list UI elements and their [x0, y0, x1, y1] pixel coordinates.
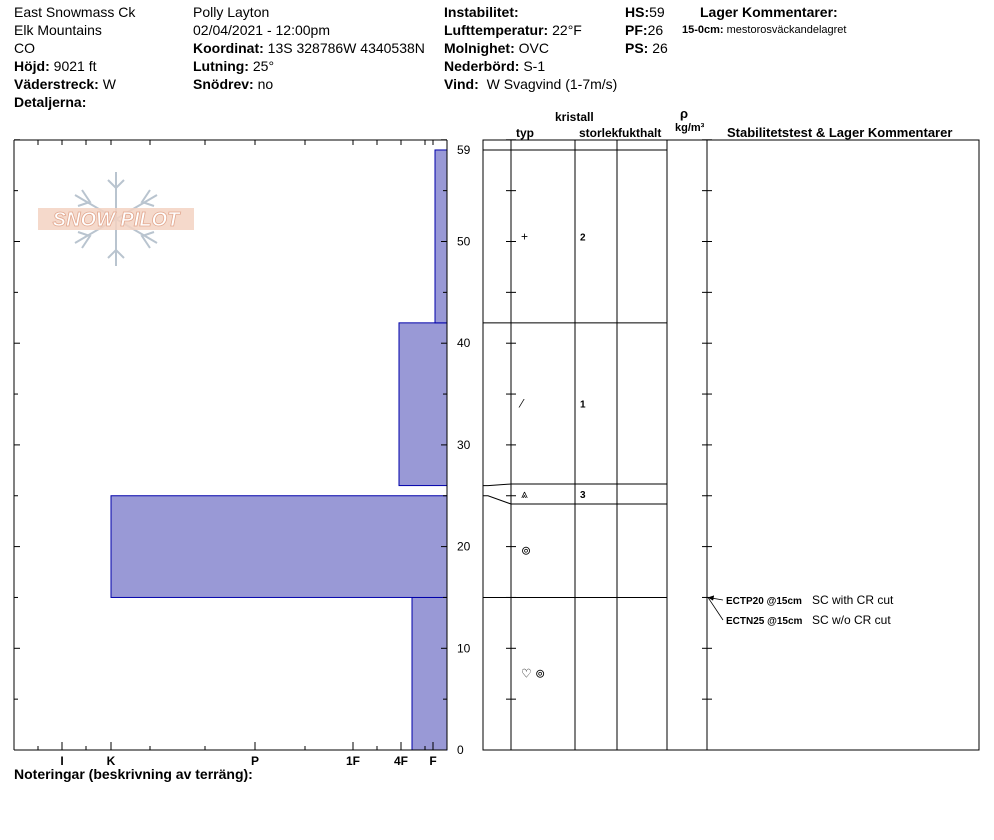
hardness-tick-label: 4F — [393, 754, 409, 768]
hs-value: 59 — [649, 4, 665, 20]
hardness-tick-label: 1F — [345, 754, 361, 768]
grain-type-symbol-facets-rounding: ♡ ⊚ — [521, 666, 546, 681]
wind-value: W Svagvind (1-7m/s) — [486, 76, 618, 92]
hardness-bar-3 — [399, 323, 447, 486]
details-label: Detaljerna: — [14, 94, 87, 110]
crystal-header: kristall — [555, 110, 594, 124]
instability-label: Instabilitet: — [444, 4, 519, 20]
grain-size-3: 1 — [580, 399, 586, 411]
air-temp-label: Lufttemperatur: — [444, 22, 549, 38]
profile-grid — [14, 140, 979, 750]
coordinate-value: 13S 328786W 4340538N — [267, 40, 425, 56]
notes-label: Noteringar (beskrivning av terräng): — [14, 766, 253, 782]
stability-test-comment-1: SC w/o CR cut — [812, 613, 891, 627]
aspect-label: Väderstreck: — [14, 76, 99, 92]
coordinate-label: Koordinat: — [193, 40, 264, 56]
size-header: storlek — [579, 126, 619, 140]
drift-value: no — [257, 76, 274, 92]
hardness-tick-label: K — [106, 754, 116, 768]
layer-comment-text: mestorosväckandelagret — [726, 24, 847, 36]
aspect-value: W — [102, 76, 116, 92]
type-header: typ — [516, 126, 534, 140]
layer-comment-depth: 15-0cm: — [682, 24, 724, 36]
grain-type-symbol-new-snow: + — [521, 229, 529, 244]
stability-test-code-0: ECTP20 @15cm — [726, 596, 802, 607]
stability-tests — [708, 593, 894, 627]
test-arrow-1 — [708, 595, 714, 600]
slope-label: Lutning: — [193, 58, 249, 74]
y-tick-label: 40 — [457, 336, 471, 351]
stability-test-code-1: ECTN25 @15cm — [726, 616, 803, 627]
hardness-tick-label: F — [429, 754, 437, 768]
moisture-header: fukthalt — [618, 126, 662, 140]
grain-type-symbol-rounds: ⊚ — [521, 543, 532, 558]
y-tick-label: 0 — [457, 743, 464, 757]
hardness-tick-label: I — [60, 754, 64, 768]
y-tick-label: 30 — [457, 437, 471, 452]
pf-label: PF: — [625, 22, 648, 38]
cloud-value: OVC — [518, 40, 549, 56]
stability-header: Stabilitetstest & Lager Kommentarer — [727, 125, 953, 140]
ps-value: 26 — [652, 40, 668, 56]
observer: Polly Layton — [193, 4, 270, 20]
datetime: 02/04/2021 - 12:00pm — [193, 22, 330, 38]
logo-text: SNOW PILOT — [52, 209, 180, 231]
y-tick-label: 20 — [457, 539, 471, 554]
elevation-value: 9021 ft — [53, 58, 97, 74]
elevation-label: Höjd: — [14, 58, 50, 74]
layer-table — [518, 229, 586, 680]
slope-value: 25° — [252, 58, 275, 74]
hardness-bar-4 — [435, 150, 447, 323]
ps-label: PS: — [625, 40, 649, 56]
precip-value: S-1 — [523, 58, 546, 74]
grain-type-symbol-surface-hoar: ⩓ — [521, 487, 528, 501]
hardness-bar-0 — [412, 597, 447, 750]
hardness-bars — [111, 150, 447, 750]
hardness-tick-label: P — [250, 754, 260, 768]
mountain-range: Elk Mountains — [14, 22, 102, 38]
grain-type-symbol-decomposing: ⁄ — [521, 396, 524, 411]
stability-test-comment-0: SC with CR cut — [812, 593, 894, 607]
layer-connector-26 — [483, 484, 511, 486]
hs-label: HS: — [625, 4, 650, 20]
grain-size-4: 2 — [580, 232, 586, 244]
grain-size-2: 3 — [580, 490, 586, 501]
layer-comments-title: Lager Kommentarer: — [700, 4, 838, 20]
density-unit-header: kg/m³ — [675, 122, 705, 134]
layer-connector-25 — [483, 496, 511, 504]
location-name: East Snowmass Ck — [14, 4, 136, 20]
air-temp-value: 22°F — [552, 22, 582, 38]
hardness-bar-1 — [111, 496, 447, 598]
table-frame — [483, 140, 979, 750]
y-tick-label: 10 — [457, 641, 471, 656]
cloud-label: Molnighet: — [444, 40, 515, 56]
pf-value: 26 — [647, 22, 664, 38]
y-tick-label: 59 — [457, 142, 471, 157]
y-tick-label: 50 — [457, 234, 471, 249]
precip-label: Nederbörd: — [444, 58, 520, 74]
test-pointer-1 — [708, 597, 723, 620]
wind-label: Vind: — [444, 76, 479, 92]
state: CO — [14, 40, 35, 56]
density-rho-header: ρ — [680, 106, 689, 121]
axis-ticks — [14, 140, 712, 750]
drift-label: Snödrev: — [193, 76, 254, 92]
